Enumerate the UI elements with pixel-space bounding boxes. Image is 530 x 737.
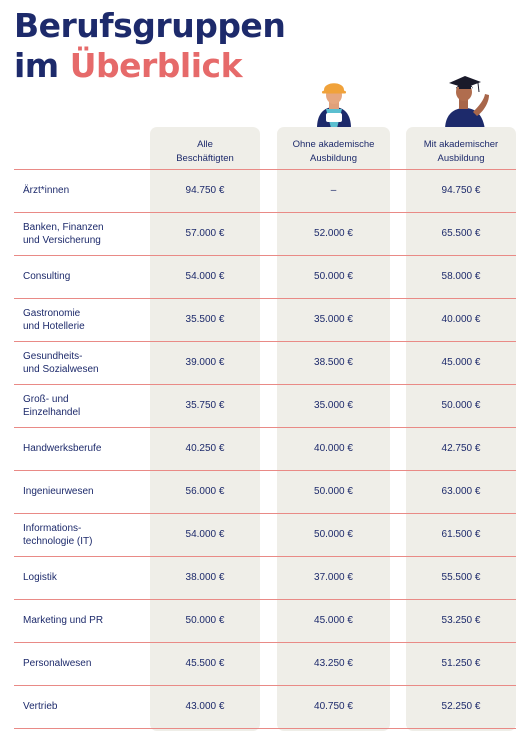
row-label-text xyxy=(23,221,104,247)
row-label-line: technologie (IT) xyxy=(23,535,93,547)
title-line-1: Berufsgruppen xyxy=(14,6,286,45)
row-label-text xyxy=(23,350,99,376)
row-label-text xyxy=(23,442,101,455)
row-label xyxy=(23,212,148,255)
row-label-text xyxy=(23,307,85,333)
salary-cell: 94.750 € xyxy=(185,185,225,196)
page-title xyxy=(14,6,285,86)
salary-cell: 52.000 € xyxy=(314,228,353,239)
row-label-line: Handwerksberufe xyxy=(23,443,102,454)
row-label-line: Banken, Finanzen xyxy=(23,221,104,233)
salary-cell: 50.000 € xyxy=(314,271,353,282)
salary-cell: 43.250 € xyxy=(314,658,353,669)
row-label-text xyxy=(23,485,94,498)
row-label-line: Logistik xyxy=(23,572,57,583)
salary-cell: 35.750 € xyxy=(185,400,225,411)
row-label xyxy=(23,599,148,642)
row-label xyxy=(23,341,148,384)
salary-cell: 45.000 € xyxy=(441,357,481,368)
row-label-text xyxy=(23,270,70,283)
salary-cell: 39.000 € xyxy=(185,357,225,368)
salary-cell: 50.000 € xyxy=(185,615,225,626)
salary-cell: 37.000 € xyxy=(314,572,353,583)
row-label-line: Consulting xyxy=(23,271,71,282)
row-label-line: und Sozialwesen xyxy=(23,363,99,375)
salary-cell: 51.250 € xyxy=(441,658,481,669)
row-label-text xyxy=(23,614,103,627)
salary-cell: 52.250 € xyxy=(441,701,481,712)
row-label-text xyxy=(23,700,57,713)
salary-cell: 54.000 € xyxy=(185,271,225,282)
row-label-line: Gesundheits- xyxy=(23,350,83,362)
row-label-line: Vertrieb xyxy=(23,701,58,712)
salary-cell: 40.750 € xyxy=(314,701,353,712)
row-label-text xyxy=(23,184,69,197)
salary-cell: 55.500 € xyxy=(441,572,481,583)
row-label-line: Ärzt*innen xyxy=(23,185,70,196)
column-header-academic xyxy=(406,135,516,169)
salary-cell: 40.000 € xyxy=(314,443,353,454)
row-label xyxy=(23,685,148,728)
column-header-line: Alle xyxy=(197,139,213,150)
column-header-all xyxy=(150,135,260,169)
column-header-line: Beschäftigten xyxy=(176,153,234,164)
row-label-line: Groß- und xyxy=(23,393,69,405)
salary-cell: 38.500 € xyxy=(314,357,353,368)
salary-cell: 38.000 € xyxy=(185,572,225,583)
row-label-text xyxy=(23,522,92,548)
salary-cell: 40.000 € xyxy=(441,314,481,325)
column-header-line: Ausbildung xyxy=(437,153,485,164)
row-label-line: und Hotellerie xyxy=(23,320,85,332)
salary-cell: 43.000 € xyxy=(185,701,225,712)
salary-cell: 50.000 € xyxy=(314,529,353,540)
salary-cell: 35.500 € xyxy=(185,314,225,325)
salary-cell: 53.250 € xyxy=(441,615,481,626)
row-label-line: Ingenieurwesen xyxy=(23,486,94,497)
salary-cell: 65.500 € xyxy=(441,228,481,239)
row-label xyxy=(23,642,148,685)
salary-cell: 54.000 € xyxy=(185,529,225,540)
row-label-line: Personalwesen xyxy=(23,658,92,669)
row-label xyxy=(23,513,148,556)
salary-cell: 45.000 € xyxy=(314,615,353,626)
row-label xyxy=(23,470,148,513)
row-label xyxy=(23,384,148,427)
salary-cell: 50.000 € xyxy=(314,486,353,497)
row-label-line: und Versicherung xyxy=(23,234,101,246)
salary-cell: 40.250 € xyxy=(185,443,225,454)
salary-cell: 94.750 € xyxy=(441,185,481,196)
row-label xyxy=(23,556,148,599)
row-label-text xyxy=(23,393,80,419)
row-label xyxy=(23,298,148,341)
salary-cell: 35.000 € xyxy=(314,314,353,325)
column-header-line: Mit akademischer xyxy=(423,139,499,150)
title-line-2b: Überblick xyxy=(69,46,243,85)
salary-cell: 56.000 € xyxy=(185,486,225,497)
row-label xyxy=(23,169,148,212)
salary-cell: 61.500 € xyxy=(441,529,481,540)
row-label-line: Informations- xyxy=(23,522,82,534)
salary-cell: 45.500 € xyxy=(185,658,225,669)
salary-cell: 58.000 € xyxy=(441,271,481,282)
salary-cell: 42.750 € xyxy=(441,443,481,454)
column-header-non-academic xyxy=(277,135,390,169)
row-divider xyxy=(14,728,516,729)
salary-cell: 63.000 € xyxy=(441,486,481,497)
column-header-line: Ohne akademische xyxy=(292,139,375,150)
row-label xyxy=(23,255,148,298)
row-label-text xyxy=(23,571,57,584)
column-header-line: Ausbildung xyxy=(309,153,357,164)
row-label-line: Gastronomie xyxy=(23,307,81,319)
title-line-2a: im xyxy=(14,46,70,85)
salary-cell: 50.000 € xyxy=(441,400,481,411)
graduate-illustration-icon xyxy=(437,70,497,130)
row-label xyxy=(23,427,148,470)
salary-cell: 57.000 € xyxy=(185,228,225,239)
salary-cell: – xyxy=(330,185,337,196)
salary-cell: 35.000 € xyxy=(314,400,353,411)
row-label-text xyxy=(23,657,91,670)
row-label-line: Marketing und PR xyxy=(23,615,104,626)
worker-illustration-icon xyxy=(312,76,356,128)
row-label-line: Einzelhandel xyxy=(23,406,81,418)
